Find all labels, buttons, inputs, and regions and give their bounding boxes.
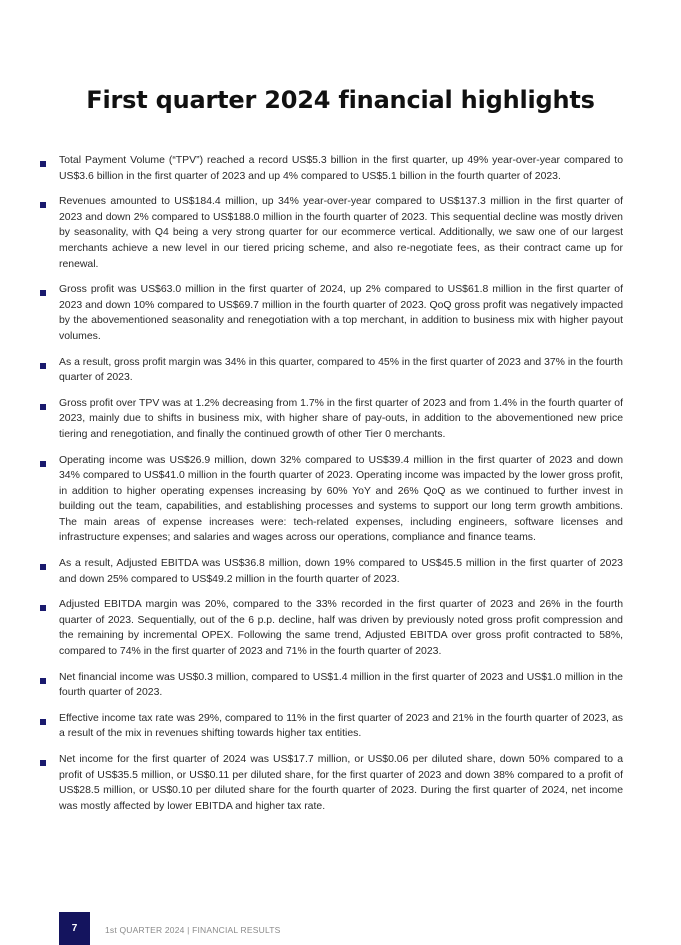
list-item (40, 752, 623, 814)
bullet-text: Gross profit over TPV was at 1.2% decreasing from 1.7% in the first quarter of 2023 and from 1.4% in the fourth quarter of 2023, mainly due to shifts in business mix, with higher share of pay-outs, in addition to the abovementioned new price tiering and renegotiation, and finally the continued growth of other Tier 0 merchants. (59, 397, 623, 440)
list-item (40, 355, 623, 386)
bullet-text: As a result, gross profit margin was 34% in this quarter, compared to 45% in the first quarter of 2023 and 37% in the fourth quarter of 2023. (59, 356, 623, 384)
list-item (40, 282, 623, 344)
bullet-square-icon (40, 202, 46, 208)
list-item (40, 453, 623, 547)
bullet-text: Revenues amounted to US$184.4 million, up 34% year-over-year compared to US$137.3 million in the first quarter of 2023 and down 2% compared to US$188.0 million in the fourth quarter of 2023. This sequential decline was mostly driven by seasonality, with Q4 being a very strong quarter for our ecommerce vertical. Additionally, we saw one of our largest merchants achieve a new level in our tiered pricing scheme, and also re-negotiate fees, as their contract came up for renewal. (59, 196, 623, 270)
bullet-text: Effective income tax rate was 29%, compared to 11% in the first quarter of 2023 and 21% in the fourth quarter of 2023, as a result of the mix in revenues shifting towards higher tax entities. (59, 712, 623, 740)
bullet-text: Net financial income was US$0.3 million, compared to US$1.4 million in the first quarter of 2023 and US$1.0 million in the fourth quarter of 2023. (59, 671, 623, 699)
bullet-text: Gross profit was US$63.0 million in the first quarter of 2024, up 2% compared to US$61.8 million in the first quarter of 2023 and down 10% compared to US$69.7 million in the fourth quarter of 2023. QoQ gross profit was negatively impacted by the abovementioned seasonality and renegotiation with a top merchant, in addition to business mix with higher payout volumes. (59, 284, 623, 342)
page-number-badge (59, 912, 90, 945)
highlights-list (40, 153, 623, 824)
bullet-text: As a result, Adjusted EBITDA was US$36.8 million, down 19% compared to US$45.5 million in the first quarter of 2023 and down 25% compared to US$49.2 million in the fourth quarter of 2023. (59, 558, 623, 585)
bullet-square-icon (40, 564, 46, 570)
bullet-text: Total Payment Volume (“TPV”) reached a record US$5.3 billion in the first quarter, up 49% year-over-year compared to US$3.6 billion in the first quarter of 2023 and up 4% compared to US$5.1 billion in the fourth quarter of 2023. (59, 155, 623, 182)
list-item (40, 153, 623, 184)
bullet-square-icon (40, 678, 46, 684)
list-item (40, 194, 623, 272)
bullet-square-icon (40, 161, 46, 167)
list-item (40, 670, 623, 701)
bullet-square-icon (40, 605, 46, 611)
bullet-square-icon (40, 290, 46, 296)
list-item (40, 556, 623, 587)
bullet-square-icon (40, 719, 46, 725)
list-item (40, 396, 623, 443)
bullet-text: Net income for the first quarter of 2024 was US$17.7 million, or US$0.06 per diluted share, down 50% compared to a profit of US$35.5 million, or US$0.11 per diluted share, for the first quarter of 2023 and down 38% compared to a profit of US$28.5 million, or US$0.10 per diluted share for the fourth quarter of 2023. During the first quarter of 2024, net income was mostly affected by lower EBITDA and higher tax rate. (59, 754, 623, 812)
bullet-text: Adjusted EBITDA margin was 20%, compared to the 33% recorded in the first quarter of 2023 and 26% in the fourth quarter of 2023. Sequentially, out of the 6 p.p. decline, half was driven by previously noted gross profit compression and the remaining by incremental OPEX. Following the same trend, Adjusted EBITDA over gross profit contracted to 58%, compared to 74% in the first quarter of 2023 and 71% in the fourth quarter of 2023. (59, 599, 623, 658)
bullet-square-icon (40, 760, 46, 766)
footer-caption: 1st QUARTER 2024 | FINANCIAL RESULTS (105, 925, 281, 935)
bullet-square-icon (40, 461, 46, 467)
bullet-text: Operating income was US$26.9 million, down 32% compared to US$39.4 million in the first quarter of 2023 and down 34% compared to US$41.0 million in the fourth quarter of 2023. Operating income was impacted by the lower gross profit, in addition to higher operating expenses increasing by 60% YoY and 26% QoQ as we continued to further invest in building out the team, capabilities, and establishing processes and systems to support our long term growth ambitions. The main areas of expense increases were: tech-related expenses, including engineers, software licenses and infrastructure expenses; and salaries and wages across our operations, compliance and finance teams. (59, 454, 623, 544)
page-number: 7 (71, 923, 78, 934)
list-item (40, 711, 623, 742)
page-title: First quarter 2024 financial highlights (86, 86, 595, 114)
list-item (40, 597, 623, 659)
bullet-square-icon (40, 404, 46, 410)
bullet-square-icon (40, 363, 46, 369)
